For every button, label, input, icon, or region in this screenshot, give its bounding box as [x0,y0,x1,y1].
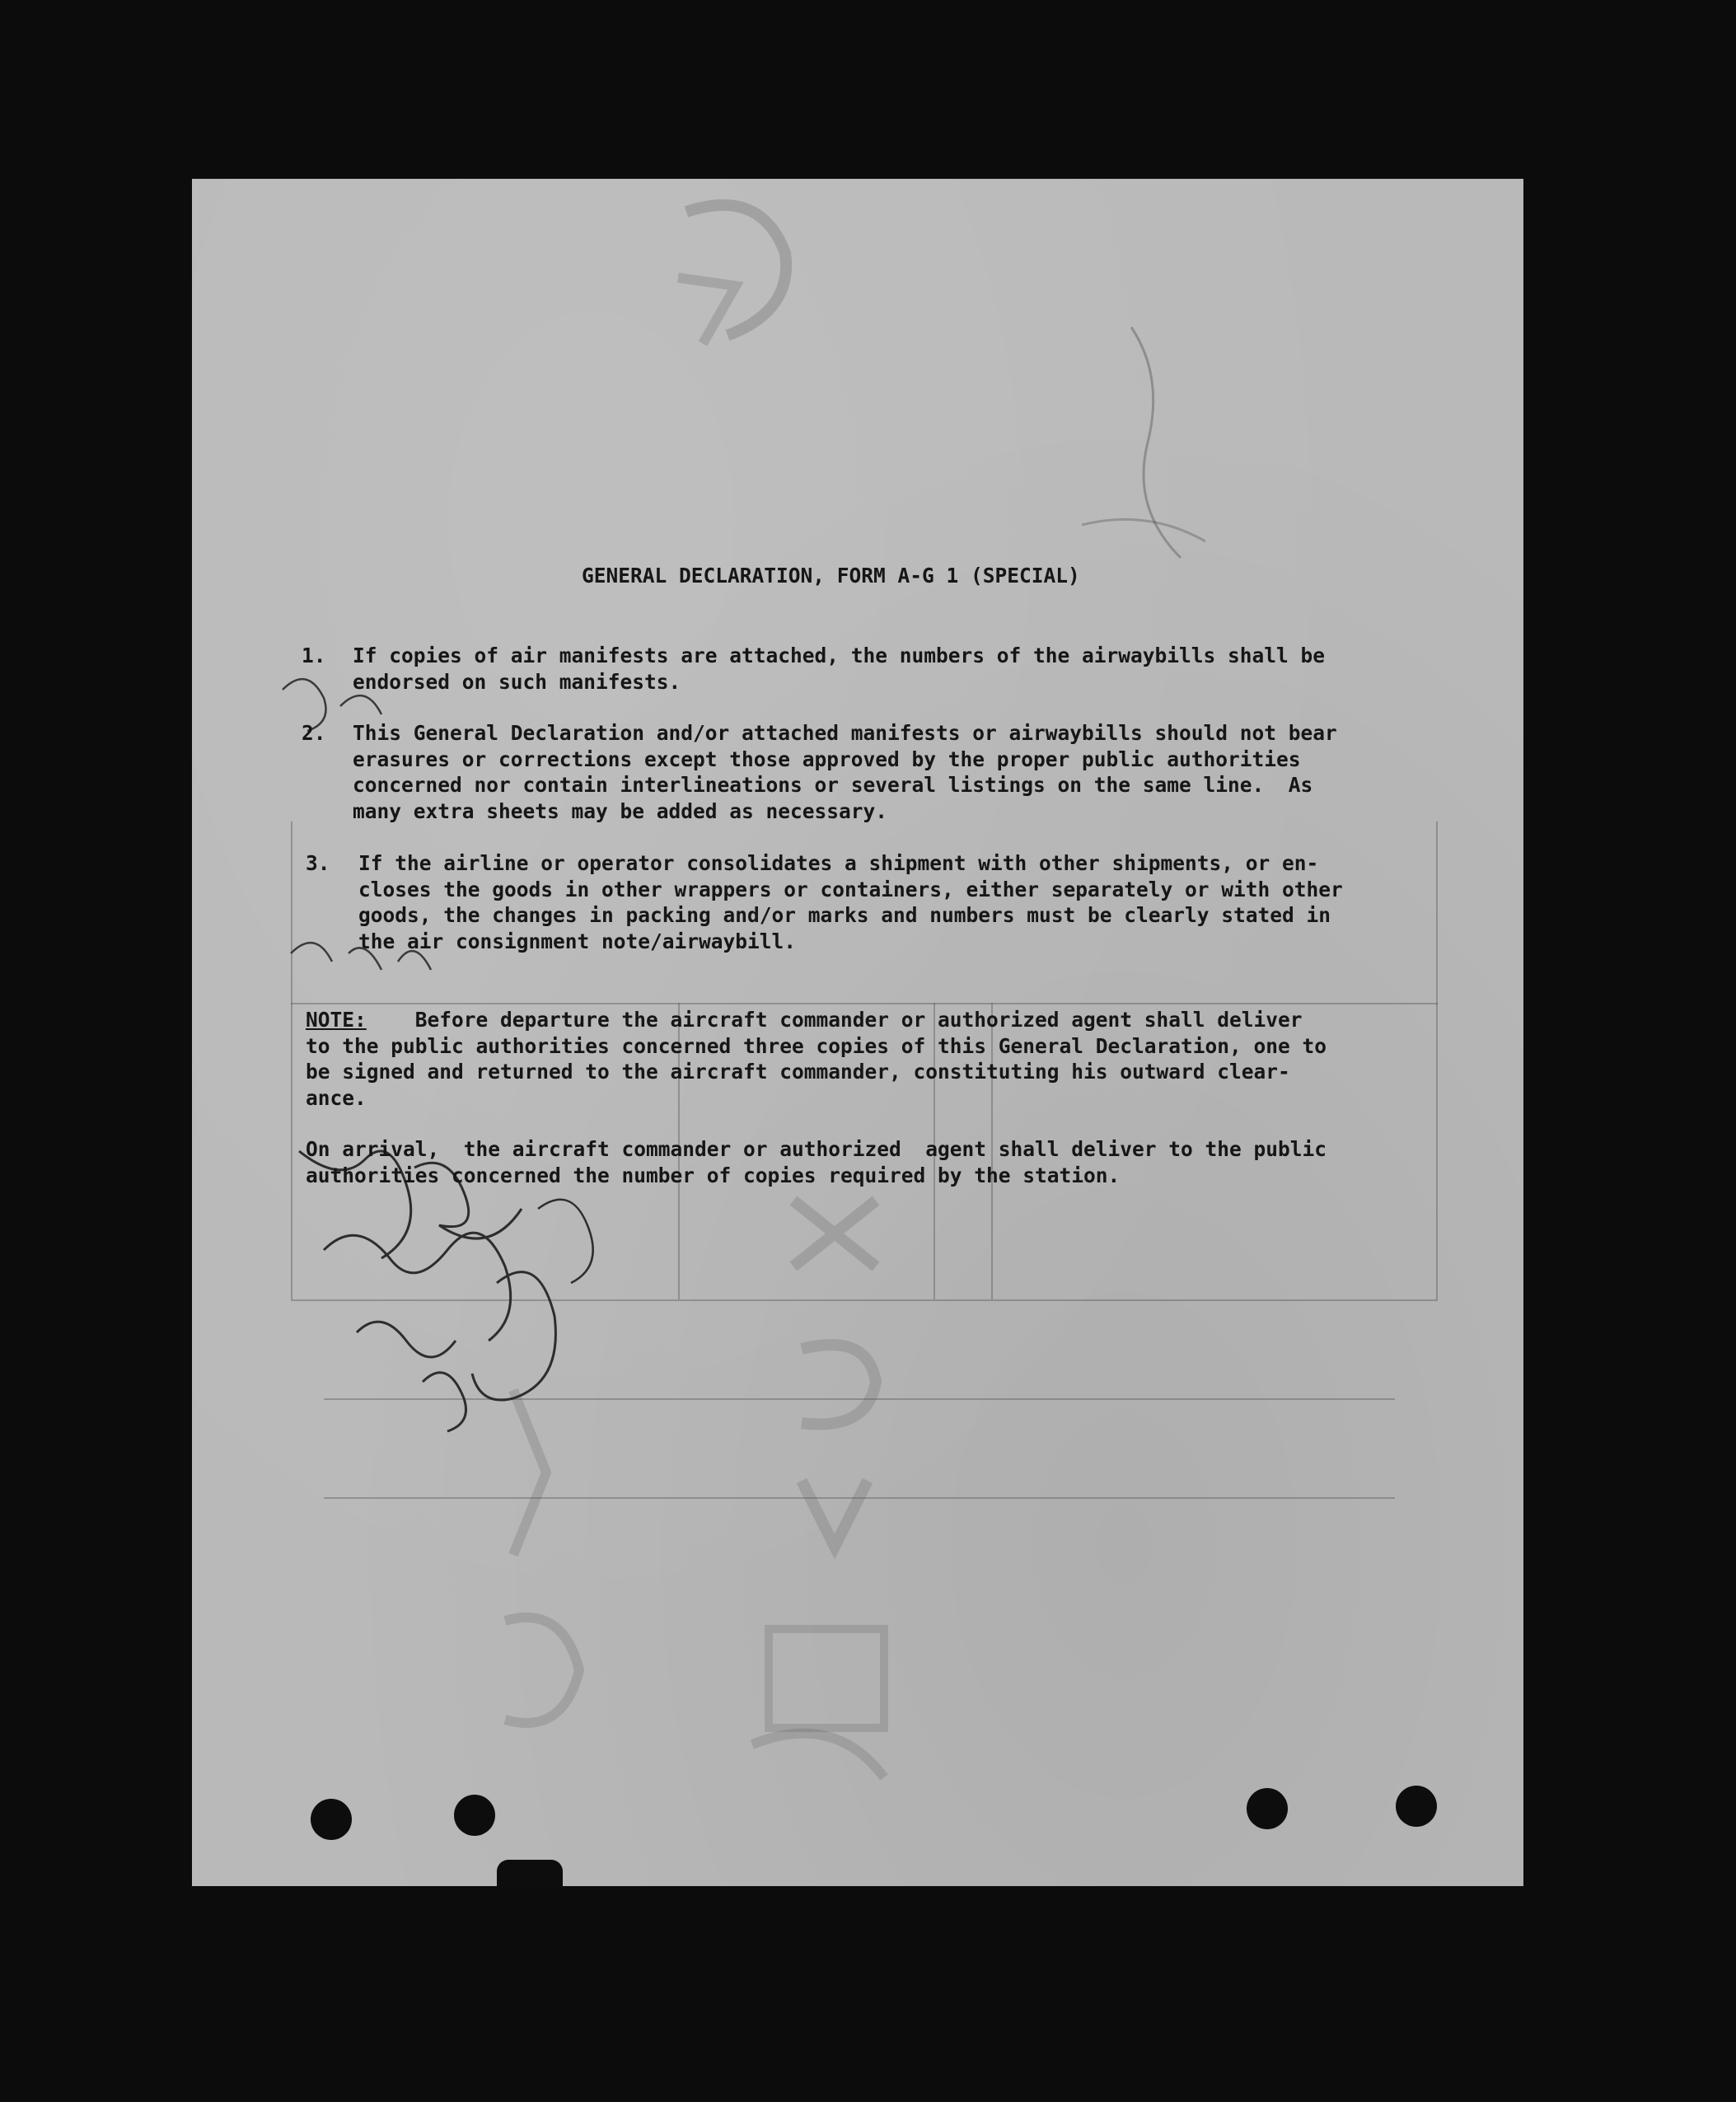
item-number: 3. [306,851,330,875]
form-title: GENERAL DECLARATION, FORM A-G 1 (SPECIAL) [582,564,1080,588]
note-line: be signed and returned to the aircraft commander, constituting his outward clear- [306,1060,1290,1084]
item-line: closes the goods in other wrappers or containers, either separately or with other [358,878,1343,901]
item-line: endorsed on such manifests. [353,670,681,694]
item-line: goods, the changes in packing and/or marks and numbers must be clearly stated in [358,903,1331,927]
item-line: many extra sheets may be added as necessary. [353,799,888,823]
note-line: to the public authorities concerned three copies of this General Declaration, one to [306,1034,1327,1058]
item-line: This General Declaration and/or attached manifests or airwaybills should not bear [353,721,1337,745]
item-line: concerned nor contain interlineations or several listings on the same line. As [353,773,1313,797]
torn-edge-mark [497,1860,563,1888]
arrival-line: On arrival, the aircraft commander or authorized agent shall deliver to the public [306,1137,1327,1161]
note-label: NOTE: [306,1008,367,1032]
item-line: the air consignment note/airwaybill. [358,929,797,953]
bleed-rule [291,1299,1438,1301]
paper-sheet [192,179,1523,1886]
document-body [192,179,1343,1187]
punch-hole [311,1799,352,1840]
item-number: 1. [302,644,326,667]
bleed-rule [1436,822,1438,1299]
bleed-rule [324,1398,1395,1400]
bleed-rule [324,1497,1395,1499]
item-line: If the airline or operator consolidates a shipment with other shipments, or en- [358,851,1319,875]
punch-hole [1396,1786,1437,1827]
item-line: erasures or corrections except those approved by the proper public authorities [353,747,1301,771]
note-first-line-text: Before departure the aircraft commander or authorized agent shall deliver [366,1008,1303,1032]
note-first-line [306,1007,1303,1033]
ghost-stamp-left [480,1374,645,1868]
item-number: 2. [302,721,326,745]
note-line: ance. [306,1086,367,1110]
bleed-rule [291,822,292,1299]
arrival-line: authorities concerned the number of copies required by the station. [306,1163,1121,1187]
handwritten-mark-top-right [1082,311,1271,607]
item-line: If copies of air manifests are attached, the numbers of the airwaybills shall be [353,644,1326,667]
bleed-rule [291,1003,1438,1004]
punch-hole [454,1795,495,1836]
punch-hole [1247,1788,1288,1829]
ghost-stamp-top [653,179,818,360]
